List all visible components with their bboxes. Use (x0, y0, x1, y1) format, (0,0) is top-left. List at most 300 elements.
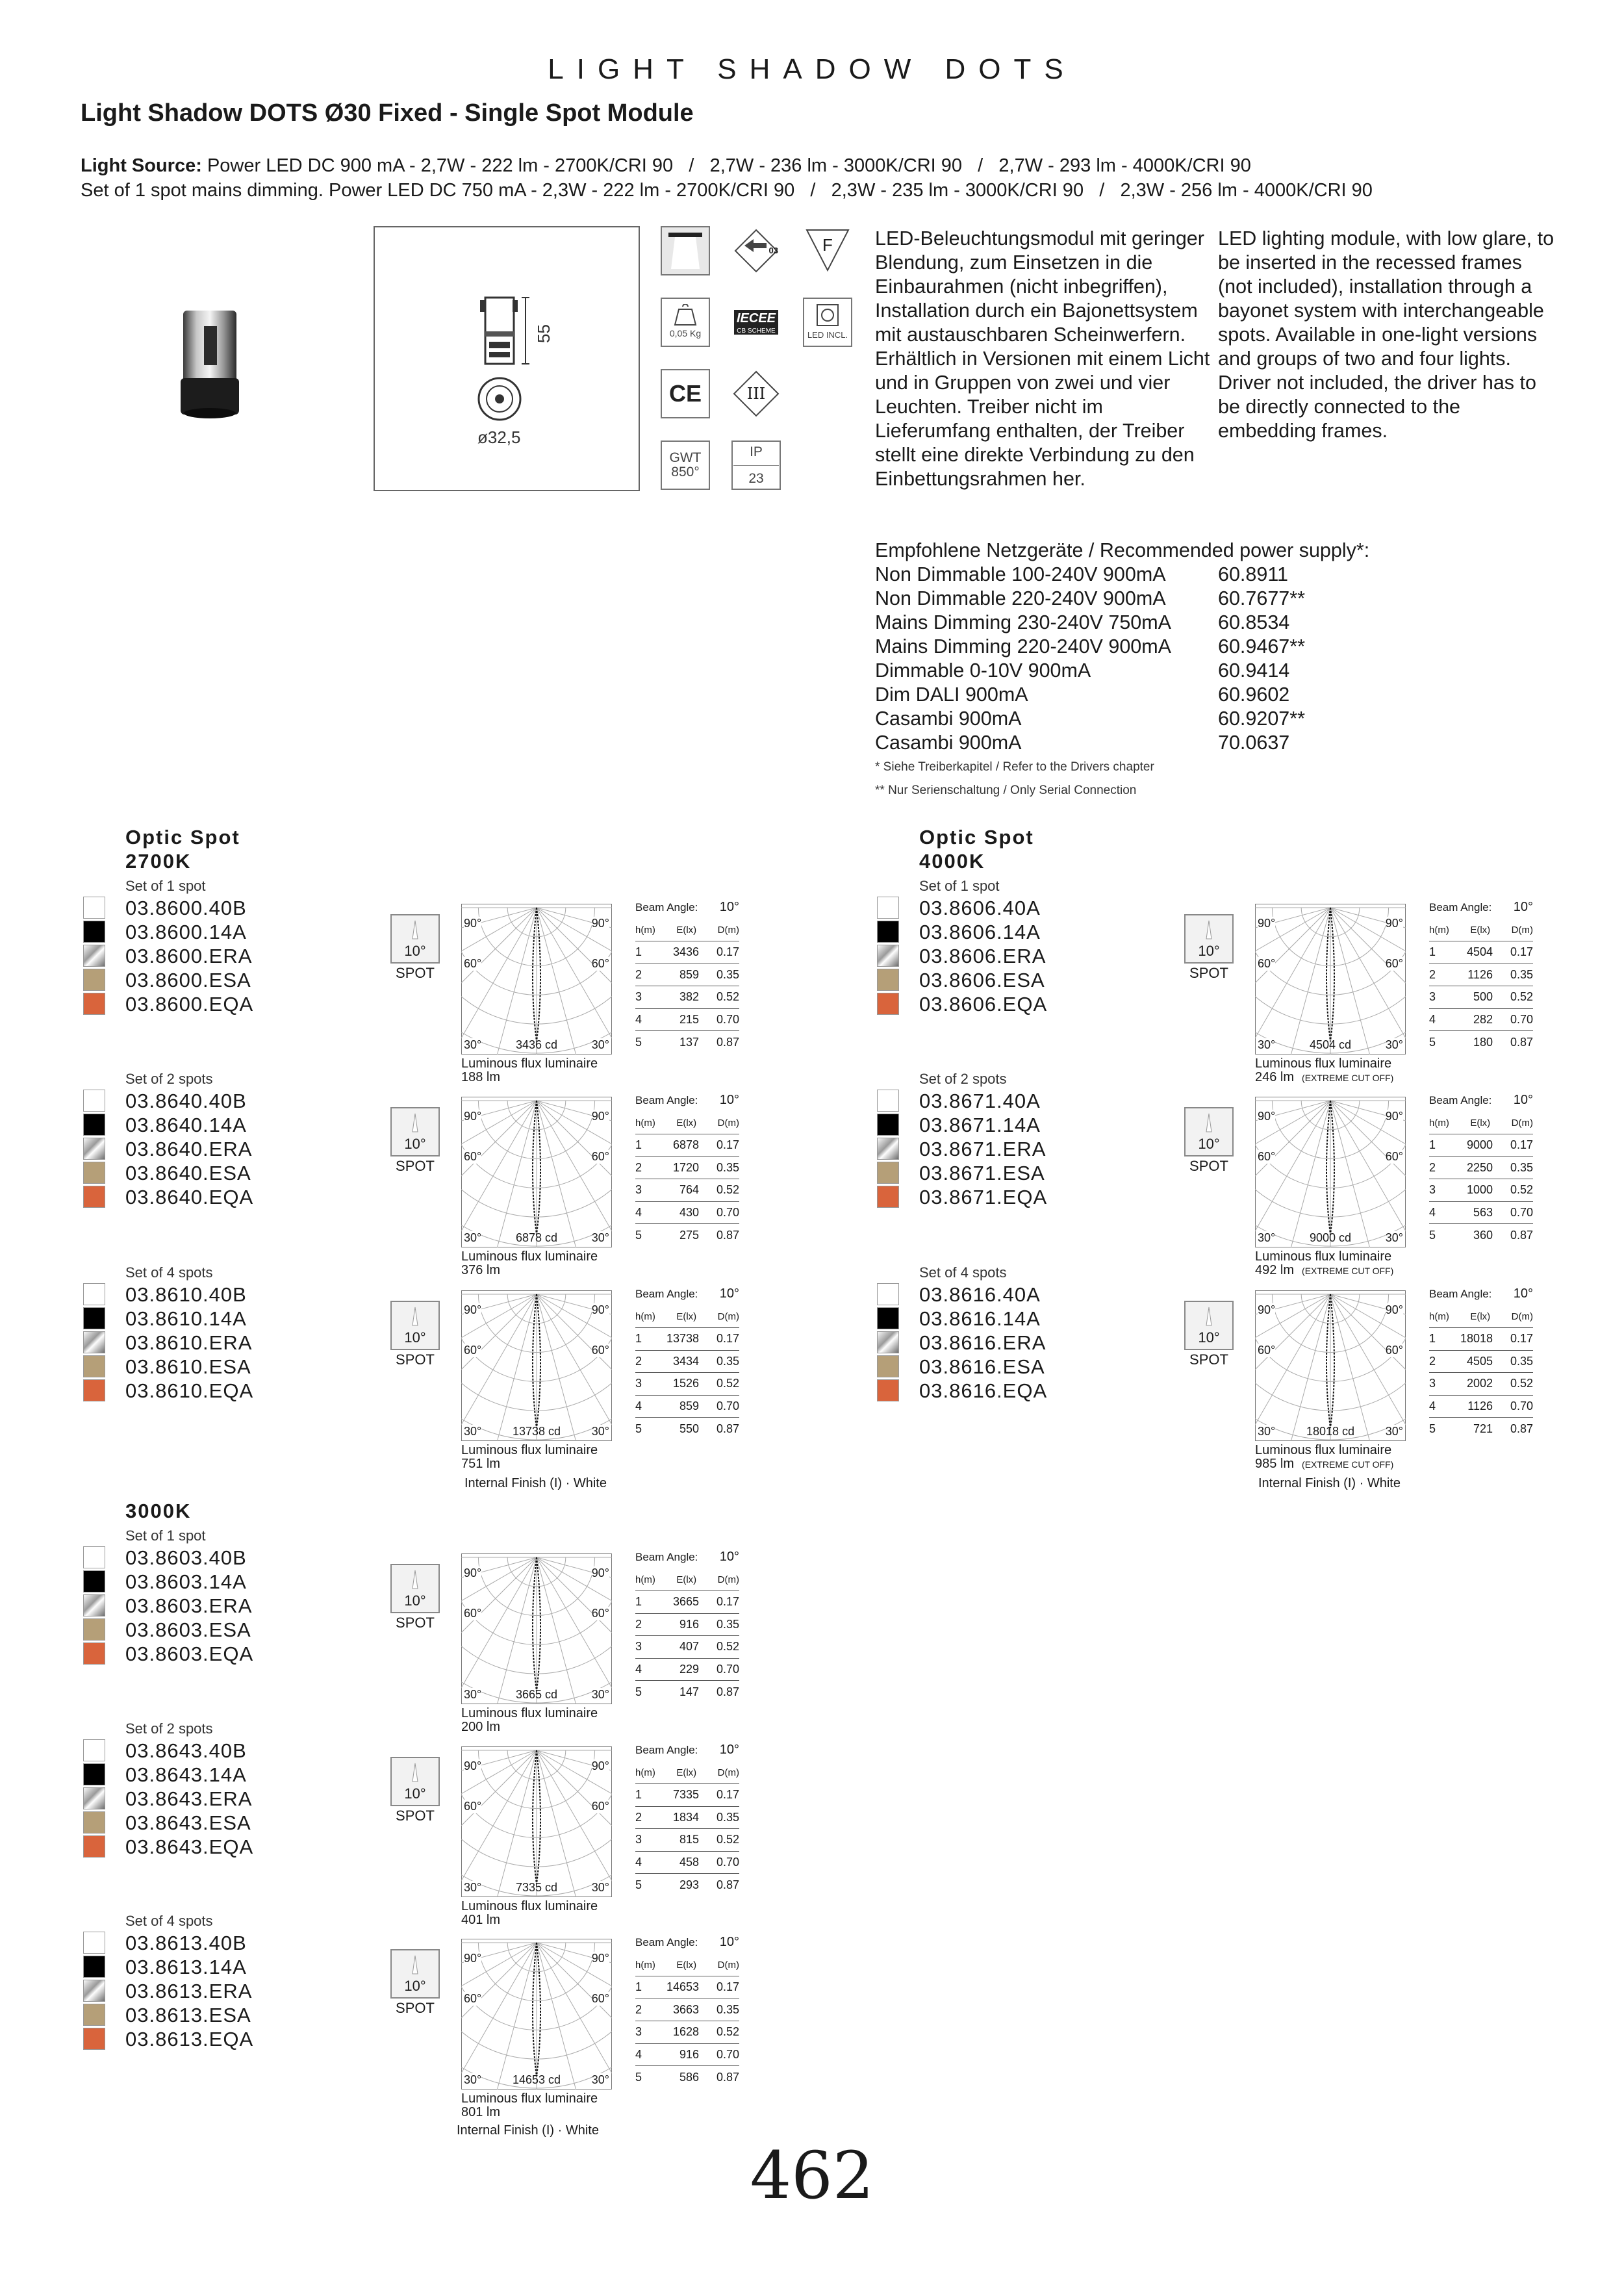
table-row (635, 1202, 739, 1225)
flux-value: 376 lm (461, 1263, 501, 1277)
lux-cell: 275 (679, 1228, 699, 1242)
code-row (919, 920, 1047, 944)
product-title: Light Shadow DOTS Ø30 Fixed - Single Spot Module (81, 99, 694, 127)
diameter-cell: 0.70 (716, 2047, 739, 2061)
color-swatch (877, 897, 899, 919)
lux-cell: 18018 (1460, 1332, 1493, 1346)
color-swatch (83, 1932, 105, 1954)
code-row (919, 992, 1047, 1016)
color-swatch (83, 1546, 105, 1568)
f-mark-icon (803, 226, 852, 275)
polar-label-90-right: 90° (591, 1303, 609, 1316)
iecee-text: IECEE (734, 310, 778, 327)
col-height: h(m) (1429, 1311, 1449, 1322)
polar-label-30-left: 30° (1258, 1038, 1276, 1051)
article-code: 03.8671.ERA (919, 1138, 1047, 1160)
ip-rating-icon (731, 441, 781, 490)
downlight-icon (661, 226, 710, 275)
color-swatch (83, 969, 105, 991)
lux-cell: 563 (1473, 1205, 1493, 1219)
color-swatch (877, 969, 899, 991)
extreme-cut-off: (EXTREME CUT OFF) (1302, 1459, 1394, 1470)
beam-angle-value: 10° (719, 1550, 739, 1564)
height-cell: 5 (635, 1685, 642, 1698)
code-row (125, 2003, 253, 2027)
article-code: 03.8600.14A (125, 921, 247, 943)
height-cell: 4 (1429, 1012, 1436, 1026)
beam-angle-label: Beam Angle: (1429, 1094, 1492, 1106)
polar-label-60-left: 60° (1258, 1344, 1276, 1357)
polar-label-90-right: 90° (591, 1566, 609, 1579)
lux-cell: 3665 (672, 1595, 699, 1609)
code-row (125, 1618, 253, 1642)
diameter-cell: 0.87 (716, 1035, 739, 1049)
flux-label: Luminous flux luminaire (1255, 1443, 1392, 1457)
polar-diagram-svg (461, 1290, 612, 1441)
code-row (125, 896, 253, 920)
polar-diagram-svg (461, 1746, 612, 1897)
code-row (919, 1307, 1047, 1331)
polar-label-30-right: 30° (591, 1231, 609, 1244)
color-swatch (83, 1787, 105, 1809)
code-row (125, 1307, 253, 1331)
diameter-cell: 0.17 (1510, 945, 1533, 959)
height-cell: 5 (635, 1228, 642, 1242)
set-label: Set of 4 spots (919, 1264, 1007, 1281)
section-3000k-header (125, 1499, 191, 1523)
power-supply-name: Mains Dimming 230-240V 750mA (875, 611, 1172, 633)
col-diameter: D(m) (1511, 925, 1533, 936)
polar-label-30-left: 30° (1258, 1231, 1276, 1244)
lux-cell: 14653 (666, 1980, 699, 1994)
power-supply-block (875, 539, 1460, 802)
beam-angle-value: 10° (719, 1093, 739, 1107)
article-code: 03.8671.14A (919, 1114, 1041, 1136)
height-cell: 1 (1429, 1138, 1436, 1152)
flux-value: 985 lm (1255, 1457, 1295, 1471)
code-row (125, 1113, 253, 1137)
col-illuminance: E(lx) (676, 1767, 697, 1778)
beam-angle-value: 10° (1513, 900, 1533, 914)
lux-cell: 215 (679, 1012, 699, 1026)
diameter-cell: 0.70 (1510, 1012, 1533, 1026)
power-supply-row (875, 731, 1460, 755)
flux-label: Luminous flux luminaire (1255, 1056, 1392, 1071)
lux-cell: 6878 (672, 1138, 699, 1152)
spot-degree: 10° (404, 1329, 426, 1346)
polar-label-60-left: 60° (464, 957, 482, 970)
color-swatch (877, 945, 899, 967)
ce-mark-icon (661, 369, 710, 418)
color-swatch (877, 1162, 899, 1184)
article-code: 03.8603.ESA (125, 1618, 251, 1641)
beam-angle-table (635, 1093, 739, 1247)
power-supply-name: Dimmable 0-10V 900mA (875, 659, 1091, 682)
table-row (1429, 1396, 1533, 1418)
polar-label-90-left: 90° (464, 1303, 482, 1316)
beam-angle-table (635, 1286, 739, 1440)
article-code: 03.8600.40B (125, 897, 247, 919)
lux-cell: 293 (679, 1878, 699, 1891)
product-group (125, 876, 253, 1016)
extreme-cut-off: (EXTREME CUT OFF) (1302, 1266, 1394, 1276)
article-code: 03.8640.EQA (125, 1186, 254, 1208)
light-source-line2: Set of 1 spot mains dimming. Power LED DC 750 mA - 2,3W - 222 lm - 2700K/CRI 90 / 2,3W - 235 lm - 3000K/CRI 90 / 2,3W - 256 lm - 4000K/CRI 90 (81, 180, 1373, 201)
diameter-cell: 0.17 (716, 1788, 739, 1802)
article-code: 03.8613.ERA (125, 1980, 253, 2002)
lux-cell: 3434 (672, 1354, 699, 1368)
height-cell: 2 (635, 2002, 642, 2016)
diameter-cell: 0.35 (716, 1810, 739, 1824)
lux-cell: 407 (679, 1640, 699, 1654)
article-code: 03.8616.EQA (919, 1379, 1048, 1402)
code-row (125, 1570, 253, 1594)
col-illuminance: E(lx) (676, 1311, 697, 1322)
col-illuminance: E(lx) (676, 1118, 697, 1129)
code-row (919, 1283, 1047, 1307)
article-code: 03.8610.40B (125, 1283, 247, 1306)
description-german: LED-Beleuchtungsmodul mit geringer Blendung, zum Einsetzen in die Einbaurahmen (nicht inbegriffen), Installation durch ein Bajonettsystem mit austauschbaren Scheinwerfern. Erhältlich in Versionen mit einem Licht und in Gruppen von zwei und vier Leuchten. Treiber nicht im Lieferumfang enthalten, der Treiber stellt eine direkte Verbindung zu den Einbettungsrahmen her. (875, 227, 1210, 490)
col-height: h(m) (635, 1311, 655, 1322)
code-row (125, 1137, 253, 1161)
table-row (635, 1976, 739, 1999)
polar-label-30-right: 30° (591, 1425, 609, 1438)
candela-value: 13738 cd (512, 1425, 561, 1438)
diameter-cell: 0.52 (1510, 1183, 1533, 1197)
polar-label-60-right: 60° (591, 957, 609, 970)
internal-finish-note: Internal Finish (I) · White (464, 1476, 607, 1490)
polar-label-30-left: 30° (464, 1881, 482, 1894)
polar-label-30-right: 30° (1385, 1425, 1403, 1438)
energy-label-icon (731, 226, 781, 275)
lux-cell: 4504 (1466, 945, 1493, 959)
power-supply-row (875, 635, 1460, 659)
col-illuminance: E(lx) (1470, 1311, 1491, 1322)
polar-label-60-right: 60° (1385, 1344, 1403, 1357)
technical-drawing-svg (375, 227, 639, 490)
height-cell: 3 (1429, 990, 1436, 1004)
polar-diagram-svg (1255, 1290, 1406, 1441)
height-cell: 1 (1429, 1332, 1436, 1346)
color-swatch (83, 1570, 105, 1592)
lux-cell: 430 (679, 1205, 699, 1219)
polar-label-30-left: 30° (464, 1425, 482, 1438)
diameter-cell: 0.70 (1510, 1205, 1533, 1219)
article-code: 03.8616.40A (919, 1283, 1041, 1306)
energy-label-text: 03 (768, 246, 778, 255)
polar-label-30-left: 30° (464, 2073, 482, 2086)
polar-label-30-left: 30° (1258, 1425, 1276, 1438)
product-group (125, 1263, 253, 1403)
lux-cell: 764 (679, 1183, 699, 1197)
code-row (919, 944, 1047, 968)
polar-label-90-right: 90° (591, 917, 609, 930)
polar-label-60-left: 60° (1258, 957, 1276, 970)
color-swatch (83, 1811, 105, 1833)
polar-diagram-svg (461, 1097, 612, 1247)
polar-label-60-left: 60° (464, 1344, 482, 1357)
polar-diagram-svg (461, 1939, 612, 2089)
color-swatch (83, 921, 105, 943)
code-row (919, 1379, 1047, 1403)
height-cell: 2 (1429, 1160, 1436, 1174)
lux-cell: 229 (679, 1662, 699, 1676)
color-swatch (83, 1331, 105, 1353)
polar-label-30-right: 30° (1385, 1231, 1403, 1244)
height-cell: 3 (635, 1833, 642, 1846)
code-row (125, 1379, 253, 1403)
article-code: 03.8603.14A (125, 1570, 247, 1593)
color-swatch (83, 945, 105, 967)
spot-label: SPOT (1189, 965, 1228, 981)
lux-cell: 1720 (672, 1160, 699, 1174)
col-height: h(m) (635, 1767, 655, 1778)
section-2700k-header (125, 825, 240, 873)
table-row (1429, 1179, 1533, 1202)
table-row (1429, 1009, 1533, 1032)
table-row (635, 1829, 739, 1852)
class-iii-text: III (746, 385, 766, 403)
lux-cell: 180 (1473, 1035, 1493, 1049)
table-row (635, 1328, 739, 1351)
candela-value: 3436 cd (515, 1038, 558, 1051)
code-row (125, 1283, 253, 1307)
diameter-cell: 0.35 (716, 967, 739, 981)
flux-label: Luminous flux luminaire (461, 1443, 598, 1457)
height-cell: 5 (1429, 1228, 1436, 1242)
height-cell: 5 (1429, 1422, 1436, 1435)
code-row (125, 1642, 253, 1666)
polar-label-30-left: 30° (464, 1038, 482, 1051)
color-swatch (877, 1355, 899, 1377)
iecee-sub: CB SCHEME (734, 327, 778, 335)
code-row (125, 1931, 253, 1955)
lux-cell: 815 (679, 1833, 699, 1846)
height-cell: 3 (635, 2025, 642, 2039)
beam-angle-label: Beam Angle: (635, 1744, 698, 1756)
set-label: Set of 2 spots (919, 1071, 1007, 1087)
beam-angle-label: Beam Angle: (635, 1936, 698, 1948)
beam-angle-label: Beam Angle: (1429, 1288, 1492, 1300)
spot-degree: 10° (404, 1136, 426, 1152)
table-row (635, 1807, 739, 1830)
spot-degree: 10° (404, 1978, 426, 1994)
beam-angle-table (1429, 900, 1533, 1054)
beam-angle-value: 10° (1513, 1093, 1533, 1107)
polar-label-90-left: 90° (1258, 1110, 1276, 1123)
beam-angle-label: Beam Angle: (635, 901, 698, 913)
polar-label-90-left: 90° (464, 1759, 482, 1772)
diameter-cell: 0.87 (716, 1878, 739, 1891)
polar-label-60-right: 60° (591, 1800, 609, 1813)
beam-angle-value: 10° (719, 1935, 739, 1949)
table-row (635, 2021, 739, 2044)
candela-value: 9000 cd (1309, 1231, 1352, 1244)
description-english: LED lighting module, with low glare, to be inserted in the recessed frames (not included), installation through a bayonet system with interchangeable spots. Available in one-light versions and groups of two and four lights. Driver not included, the driver has to be directly connected to the embedding frames. (1218, 227, 1554, 442)
article-code: 03.8640.40B (125, 1090, 247, 1112)
diameter-cell: 0.35 (1510, 967, 1533, 981)
lux-cell: 3663 (672, 2002, 699, 2016)
col-illuminance: E(lx) (676, 1574, 697, 1585)
height-cell: 2 (635, 1354, 642, 1368)
diameter-cell: 0.17 (716, 1595, 739, 1609)
code-row (125, 1955, 253, 1979)
polar-label-60-left: 60° (1258, 1150, 1276, 1163)
article-code: 03.8610.ESA (125, 1355, 251, 1378)
code-row (919, 1355, 1047, 1379)
lux-cell: 4505 (1466, 1354, 1493, 1368)
color-temp-2700k: 2700K (125, 850, 192, 873)
spot-degree: 10° (1198, 943, 1220, 959)
col-diameter: D(m) (717, 1311, 739, 1322)
power-supply-name: Mains Dimming 220-240V 900mA (875, 635, 1172, 658)
color-swatch (83, 1307, 105, 1329)
luminous-flux (1255, 1444, 1393, 1472)
table-row (635, 1591, 739, 1614)
article-code: 03.8616.14A (919, 1307, 1041, 1330)
article-code: 03.8671.40A (919, 1090, 1041, 1112)
article-code: 03.8613.EQA (125, 2028, 254, 2050)
polar-diagram (461, 1290, 612, 1441)
color-swatch (83, 1980, 105, 2002)
beam-angle-label: Beam Angle: (1429, 901, 1492, 913)
set-label: Set of 4 spots (125, 1264, 213, 1281)
polar-label-90-left: 90° (1258, 1303, 1276, 1316)
polar-label-30-right: 30° (591, 1038, 609, 1051)
gwt-icon (661, 441, 710, 490)
optic-spot-title: Optic Spot (125, 826, 240, 849)
col-diameter: D(m) (717, 1960, 739, 1971)
color-swatch (83, 1642, 105, 1665)
diameter-cell: 0.35 (716, 1617, 739, 1631)
article-code: 03.8613.40B (125, 1932, 247, 1954)
luminous-flux (1255, 1250, 1393, 1278)
lux-cell: 137 (679, 1035, 699, 1049)
set-label: Set of 4 spots (125, 1913, 213, 1929)
height-cell: 1 (635, 1788, 642, 1802)
lux-cell: 458 (679, 1855, 699, 1869)
diameter-cell: 0.87 (1510, 1228, 1533, 1242)
height-cell: 1 (635, 1138, 642, 1152)
color-swatch (83, 1355, 105, 1377)
color-swatch (83, 993, 105, 1015)
col-diameter: D(m) (717, 1767, 739, 1778)
diameter-cell: 0.70 (716, 1855, 739, 1869)
diameter-cell: 0.70 (716, 1012, 739, 1026)
table-row (1429, 1418, 1533, 1440)
luminous-flux (461, 2092, 598, 2119)
spot-label: SPOT (1189, 1351, 1228, 1368)
spot-degree: 10° (1198, 1329, 1220, 1346)
color-swatch (83, 2004, 105, 2026)
lux-cell: 7335 (672, 1788, 699, 1802)
beam-angle-value: 10° (719, 1286, 739, 1301)
flux-label: Luminous flux luminaire (1255, 1249, 1392, 1264)
code-row (919, 1089, 1047, 1113)
table-row (635, 1418, 739, 1440)
lux-cell: 1628 (672, 2025, 699, 2039)
candela-value: 7335 cd (515, 1881, 558, 1894)
brand-header: LIGHT SHADOW DOTS (548, 53, 1076, 85)
article-code: 03.8640.14A (125, 1114, 247, 1136)
set-label: Set of 2 spots (125, 1071, 213, 1087)
candela-value: 18018 cd (1306, 1425, 1355, 1438)
article-code: 03.8603.40B (125, 1546, 247, 1569)
code-row (125, 1763, 253, 1787)
weight-icon (661, 298, 710, 347)
table-row (1429, 1157, 1533, 1180)
spot-degree: 10° (404, 1785, 426, 1802)
set-label: Set of 2 spots (125, 1720, 213, 1737)
polar-label-60-right: 60° (591, 1992, 609, 2005)
luminous-flux (461, 1707, 598, 1734)
power-supply-code: 60.8911 (1218, 563, 1288, 585)
polar-label-60-right: 60° (1385, 957, 1403, 970)
polar-label-90-right: 90° (591, 1952, 609, 1965)
code-row (125, 2027, 253, 2051)
spot-label: SPOT (396, 1351, 435, 1368)
article-code: 03.8600.ERA (125, 945, 253, 967)
article-code: 03.8606.ERA (919, 945, 1047, 967)
table-row (1429, 1351, 1533, 1373)
height-cell: 4 (635, 1662, 642, 1676)
diameter-cell: 0.87 (716, 1422, 739, 1435)
color-swatch (83, 2028, 105, 2050)
power-supply-name: Dim DALI 900mA (875, 683, 1028, 706)
lux-cell: 721 (1473, 1422, 1493, 1435)
table-row (1429, 1373, 1533, 1396)
internal-finish-note: Internal Finish (I) · White (1258, 1476, 1401, 1490)
spot-label: SPOT (396, 1158, 435, 1174)
gwt-label: GWT (669, 450, 702, 465)
power-supply-name: Casambi 900mA (875, 708, 1022, 730)
height-cell: 1 (635, 1980, 642, 1994)
f-mark-text: F (822, 235, 833, 255)
lux-cell: 586 (679, 2070, 699, 2084)
iecee-icon (731, 298, 781, 347)
polar-label-90-left: 90° (464, 1110, 482, 1123)
code-row (125, 1739, 253, 1763)
light-source-label: Light Source: (81, 155, 202, 176)
lux-cell: 2250 (1466, 1160, 1493, 1174)
polar-label-90-right: 90° (1385, 1110, 1403, 1123)
table-row (635, 1373, 739, 1396)
polar-label-90-right: 90° (591, 1110, 609, 1123)
code-row (125, 1787, 253, 1811)
power-supply-list (875, 563, 1460, 755)
flux-value: 188 lm (461, 1070, 501, 1084)
diameter-cell: 0.70 (1510, 1399, 1533, 1412)
color-swatch (877, 993, 899, 1015)
table-row (635, 941, 739, 964)
polar-label-60-right: 60° (591, 1607, 609, 1620)
diameter-cell: 0.87 (716, 1228, 739, 1242)
diameter-cell: 0.52 (716, 1183, 739, 1197)
diameter-cell: 0.52 (716, 2025, 739, 2039)
power-supply-row (875, 659, 1460, 683)
article-code: 03.8643.14A (125, 1763, 247, 1786)
article-code: 03.8610.EQA (125, 1379, 254, 1402)
led-incl-icon (803, 298, 852, 347)
code-row (125, 1594, 253, 1618)
color-swatch (83, 1956, 105, 1978)
color-swatch (877, 1283, 899, 1305)
height-cell: 4 (1429, 1399, 1436, 1412)
light-source-line1: Power LED DC 900 mA - 2,7W - 222 lm - 2700K/CRI 90 / 2,7W - 236 lm - 3000K/CRI 90 / 2,7W - 293 lm - 4000K/CRI 90 (201, 155, 1251, 176)
product-photo (174, 307, 244, 421)
diameter-cell: 0.52 (1510, 990, 1533, 1004)
beam-angle-table (1429, 1093, 1533, 1247)
